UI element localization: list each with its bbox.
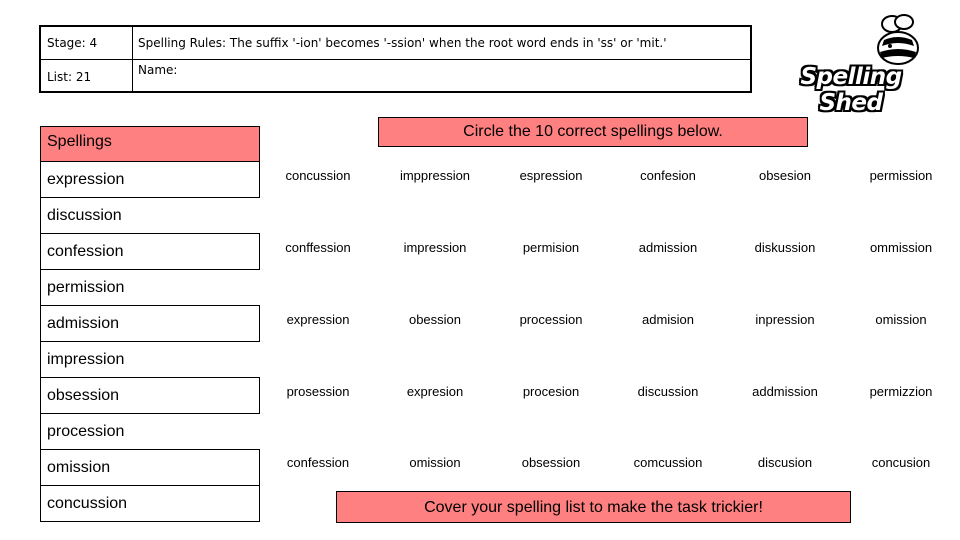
spelling-item: expression [40, 162, 260, 198]
word-option[interactable]: prosession [286, 384, 350, 399]
word-option[interactable]: permision [522, 240, 580, 255]
word-option[interactable]: diskussion [754, 240, 816, 255]
word-option[interactable]: imppression [399, 168, 471, 183]
word-option[interactable]: confession [286, 455, 350, 470]
spelling-item: procession [40, 414, 260, 450]
stage-label: Stage: 4 [47, 36, 98, 50]
word-option[interactable]: inpression [755, 312, 815, 327]
word-option[interactable]: comcussion [633, 455, 703, 470]
instruction-cover-list: Cover your spelling list to make the task trickier! [336, 491, 851, 523]
word-option[interactable]: obsession [521, 455, 581, 470]
word-option[interactable]: admision [641, 312, 695, 327]
spelling-rules-label: Spelling Rules: The suffix '-ion' becomes '-ssion' when the root word ends in 'ss' or 'mit.' [138, 36, 667, 50]
word-option[interactable]: concussion [285, 168, 351, 183]
word-option[interactable]: discusion [757, 455, 813, 470]
word-option[interactable]: omission [875, 312, 927, 327]
logo-text: Spelling Shed [800, 64, 902, 116]
word-option[interactable]: obession [408, 312, 462, 327]
word-option[interactable]: expresion [406, 384, 464, 399]
word-option[interactable]: expression [286, 312, 350, 327]
word-option[interactable]: permission [869, 168, 933, 183]
word-option[interactable]: obsesion [758, 168, 812, 183]
word-option[interactable]: addmission [752, 384, 818, 399]
spellings-title: Spellings [40, 126, 260, 162]
word-option[interactable]: discussion [637, 384, 699, 399]
spelling-item: admission [40, 306, 260, 342]
instruction-circle-words: Circle the 10 correct spellings below. [378, 117, 808, 147]
spelling-item: concussion [40, 486, 260, 522]
word-option[interactable]: confesion [640, 168, 696, 183]
list-label: List: 21 [47, 69, 92, 84]
word-option[interactable]: conffession [285, 240, 351, 255]
spelling-shed-logo [770, 12, 932, 116]
word-option[interactable]: impression [403, 240, 467, 255]
word-option[interactable]: ommission [869, 240, 933, 255]
spelling-item: obsession [40, 378, 260, 414]
word-option[interactable]: concusion [871, 455, 931, 470]
word-option[interactable]: permizzion [869, 384, 933, 399]
spelling-item: impression [40, 342, 260, 378]
spelling-item: discussion [40, 198, 260, 234]
bee-icon [870, 12, 930, 68]
word-option[interactable]: omission [409, 455, 461, 470]
word-option[interactable]: procession [519, 312, 583, 327]
spelling-item: omission [40, 450, 260, 486]
header-table [39, 25, 752, 93]
word-option[interactable]: espression [519, 168, 583, 183]
spelling-item: permission [40, 270, 260, 306]
word-option[interactable]: admission [638, 240, 698, 255]
spelling-item: confession [40, 234, 260, 270]
name-field[interactable]: Name: [138, 63, 178, 77]
word-option[interactable]: procesion [522, 384, 580, 399]
